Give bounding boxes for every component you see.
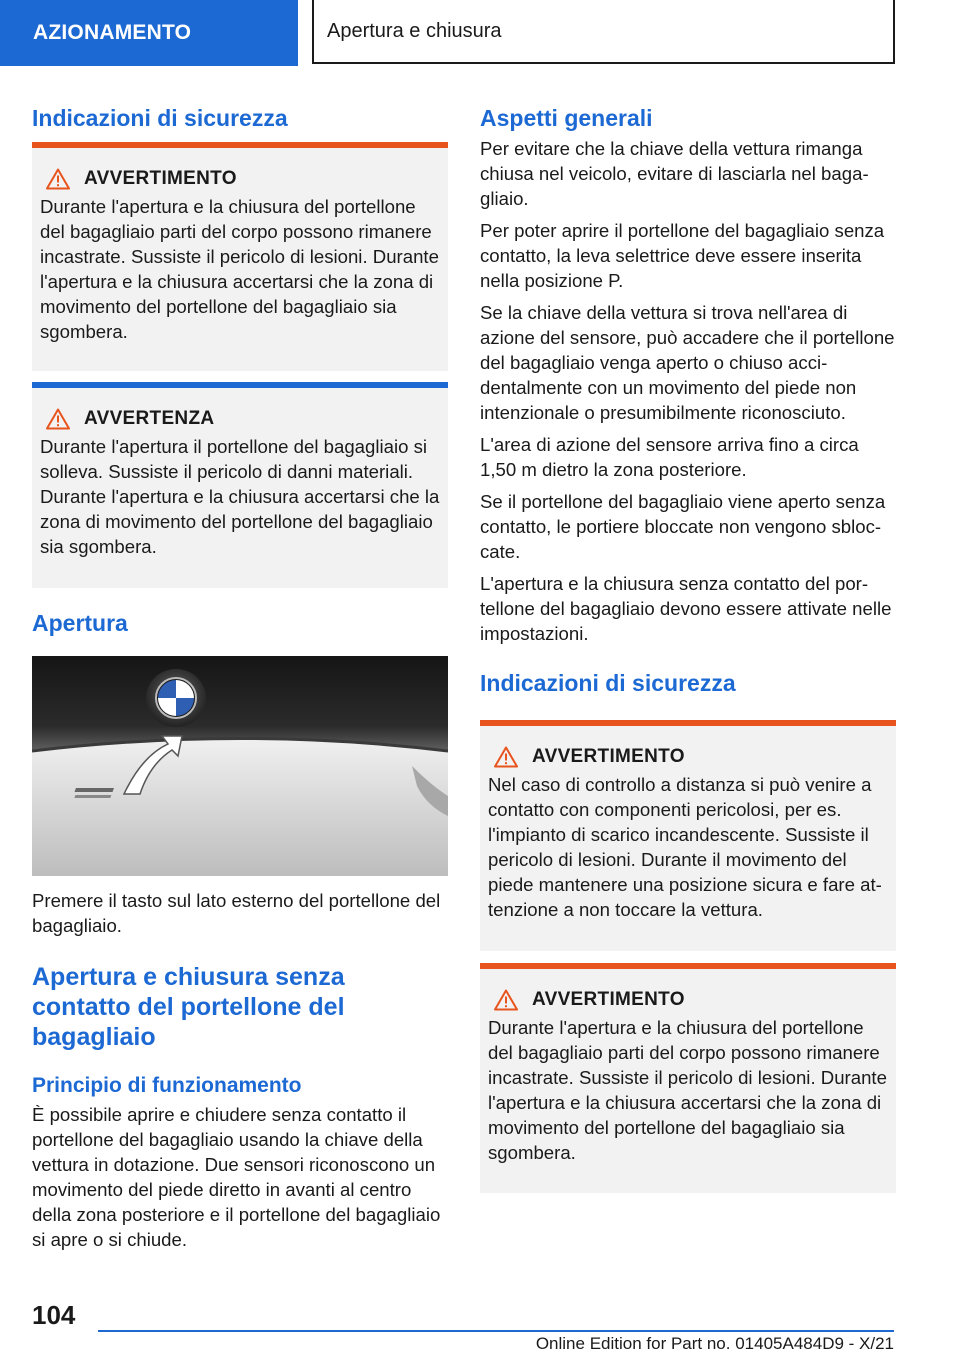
general-paragraph: Per poter aprire il portellone del bagagliaio senza contatto, la leva selettrice deve essere inserita nella posizione P. — [480, 220, 885, 291]
chapter-title: Apertura e chiusura — [327, 19, 502, 42]
right-column — [480, 100, 896, 1193]
warning-triangle-icon — [494, 989, 518, 1011]
safety-heading-left: Indicazioni di sicurezza — [32, 105, 288, 131]
general-paragraph: L'apertura e la chiusura senza contatto del portellone del bagagliaio devono essere attivate nelle impostazioni. — [480, 573, 892, 644]
general-paragraph: Se la chiave della vettura si trova nell'area di azione del sensore, può accadere che il portellone del bagagliaio venga aperto o chiuso accidentalmente con un movimento del piede non intenzionale o presumibilmente riconosciuto. — [480, 302, 895, 423]
opening-heading: Apertura — [32, 610, 128, 636]
footer-rule — [98, 1330, 894, 1332]
left-column — [32, 100, 448, 1252]
warning-triangle-icon — [46, 408, 70, 430]
section-tab — [0, 0, 298, 66]
warning-title: AVVERTIMENTO — [532, 989, 685, 1010]
warning-triangle-icon — [494, 746, 518, 768]
edition-text: Online Edition for Part no. 01405A484D9 - X/21 — [535, 1334, 894, 1353]
general-paragraph: Se il portellone del bagagliaio viene aperto senza contatto, le portiere bloccate non vengono sbloccate. — [480, 491, 886, 562]
warning-box-2 — [32, 382, 448, 588]
warning-box-3 — [480, 720, 896, 951]
warning-box-1 — [32, 142, 448, 371]
warning-title: AVVERTENZA — [84, 408, 215, 429]
page-number: 104 — [32, 1300, 76, 1330]
general-heading: Aspetti generali — [480, 105, 653, 131]
warning-text: Durante l'apertura e la chiusura del portellone del bagagliaio parti del corpo possono rimanere incastrate. Sussiste il pericolo di lesioni. Durante l'apertura e la chiusura accertarsi che la zona di movimento del portellone del bagagliaio sia sgombera. — [40, 196, 439, 342]
warning-title: AVVERTIMENTO — [84, 168, 237, 189]
warning-box-4 — [480, 963, 896, 1193]
warning-title: AVVERTIMENTO — [532, 746, 685, 767]
warning-text: Durante l'apertura e la chiusura del portellone del bagagliaio parti del corpo possono rimanere incastrate. Sussiste il pericolo di lesioni. Durante l'apertura e la chiusura accertarsi che la zona di movimento del portellone del bagagliaio sia sgombera. — [488, 1017, 887, 1163]
tailgate-illustration — [32, 656, 448, 876]
general-paragraph: L'area di azione del sensore arriva fino a circa 1,50 m dietro la zona posteriore. — [480, 434, 859, 480]
section-title: AZIONAMENTO — [33, 21, 192, 44]
general-paragraph: Per evitare che la chiave della vettura rimanga chiusa nel veicolo, evitare di lasciarla nel bagagliaio. — [480, 138, 869, 209]
contactless-heading: Apertura e chiusura senza contatto del portellone del bagagliaio — [32, 963, 345, 1051]
warning-text: Durante l'apertura il portellone del bagagliaio si solleva. Sussiste il pericolo di danni materiali. Durante l'apertura e la chiusura accertarsi che la zona di movimento del portellone del bagagliaio sia sgombera. — [40, 436, 440, 557]
warning-text: Nel caso di controllo a distanza si può venire a contatto con componenti pericolosi, per es. l'impianto di scarico incandescente. Sussiste il pericolo di lesioni. Durante il movimento del piede mantenere una posizione sicura e fare attenzione a non toccare la vettura. — [488, 774, 882, 920]
tailgate-button-photo — [32, 656, 448, 876]
opening-text: Premere il tasto sul lato esterno del portellone del bagagliaio. — [32, 890, 441, 936]
safety-heading-right: Indicazioni di sicurezza — [480, 670, 736, 696]
principle-heading: Principio di funzionamento — [32, 1074, 302, 1097]
principle-text: È possibile aprire e chiudere senza contatto il portellone del bagagliaio usando la chiave della vettura in dotazione. Due sensori riconoscono un movimento del piede diretto in avanti al centro della zona posteriore e il portellone del bagagliaio si apre o si chiude. — [32, 1104, 441, 1250]
chapter-header — [312, 0, 895, 64]
warning-triangle-icon — [46, 168, 70, 190]
